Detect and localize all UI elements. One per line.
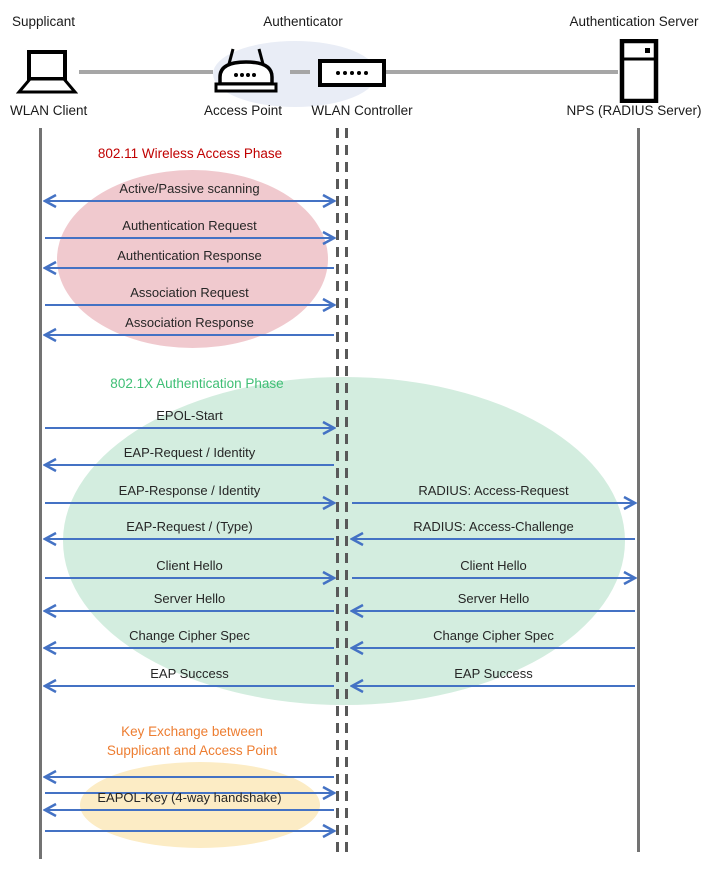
- device-label-wlan-controller: WLAN Controller: [311, 103, 413, 118]
- message-label: Active/Passive scanning: [119, 181, 260, 196]
- message-label: Client Hello: [156, 558, 223, 573]
- message-label: EAP-Response / Identity: [118, 483, 261, 498]
- role-label-authenticator: Authenticator: [263, 14, 343, 29]
- message-label: EAP-Request / (Type): [126, 519, 253, 534]
- phase-title-802-1x: 802.1X Authentication Phase: [110, 376, 284, 391]
- wlan-controller-icon: [318, 59, 386, 87]
- device-label-nps-radius-server: NPS (RADIUS Server): [566, 103, 702, 118]
- phase-title-key-exchange: [107, 722, 277, 760]
- message-label: Association Request: [130, 285, 249, 300]
- connector-ap-controller: [290, 70, 310, 74]
- device-label-wlan-client: WLAN Client: [10, 103, 88, 118]
- message-label: EPOL-Start: [156, 408, 223, 423]
- message-label: Client Hello: [460, 558, 527, 573]
- message-label: EAP Success: [454, 666, 533, 681]
- message-arrow-left: [43, 769, 336, 785]
- access-point-icon: [212, 47, 280, 95]
- lifeline-radius-server: [637, 128, 640, 852]
- role-label-authentication-server: Authentication Server: [569, 14, 699, 29]
- message-label: EAPOL-Key (4-way handshake): [97, 790, 282, 805]
- message-label: Server Hello: [153, 591, 226, 606]
- phase-title-802-11: 802.11 Wireless Access Phase: [97, 146, 283, 161]
- message-label: Change Cipher Spec: [129, 628, 250, 643]
- message-label: EAP-Request / Identity: [123, 445, 256, 460]
- connector-controller-server: [384, 70, 618, 74]
- message-label: EAP Success: [150, 666, 229, 681]
- connector-client-ap: [79, 70, 213, 74]
- role-label-supplicant: Supplicant: [12, 14, 76, 29]
- message-label: RADIUS: Access-Request: [418, 483, 569, 498]
- message-arrow-right: [43, 823, 336, 839]
- phase-title-key-exchange-line1: Key Exchange between: [121, 724, 263, 739]
- phase-title-key-exchange-line2: Supplicant and Access Point: [106, 743, 278, 758]
- device-label-access-point: Access Point: [203, 103, 283, 118]
- lifeline-wlan-controller-dashed-1: [336, 128, 339, 859]
- message-label: RADIUS: Access-Challenge: [413, 519, 574, 534]
- message-label: Server Hello: [457, 591, 530, 606]
- message-label: Authentication Request: [122, 218, 257, 233]
- server-icon: [619, 39, 659, 103]
- lifeline-wlan-controller-dashed-2: [345, 128, 348, 859]
- message-label: Association Response: [125, 315, 254, 330]
- laptop-icon: [16, 50, 78, 95]
- message-label: Authentication Response: [117, 248, 262, 263]
- lifeline-wlan-client: [39, 128, 42, 859]
- message-label: Change Cipher Spec: [433, 628, 554, 643]
